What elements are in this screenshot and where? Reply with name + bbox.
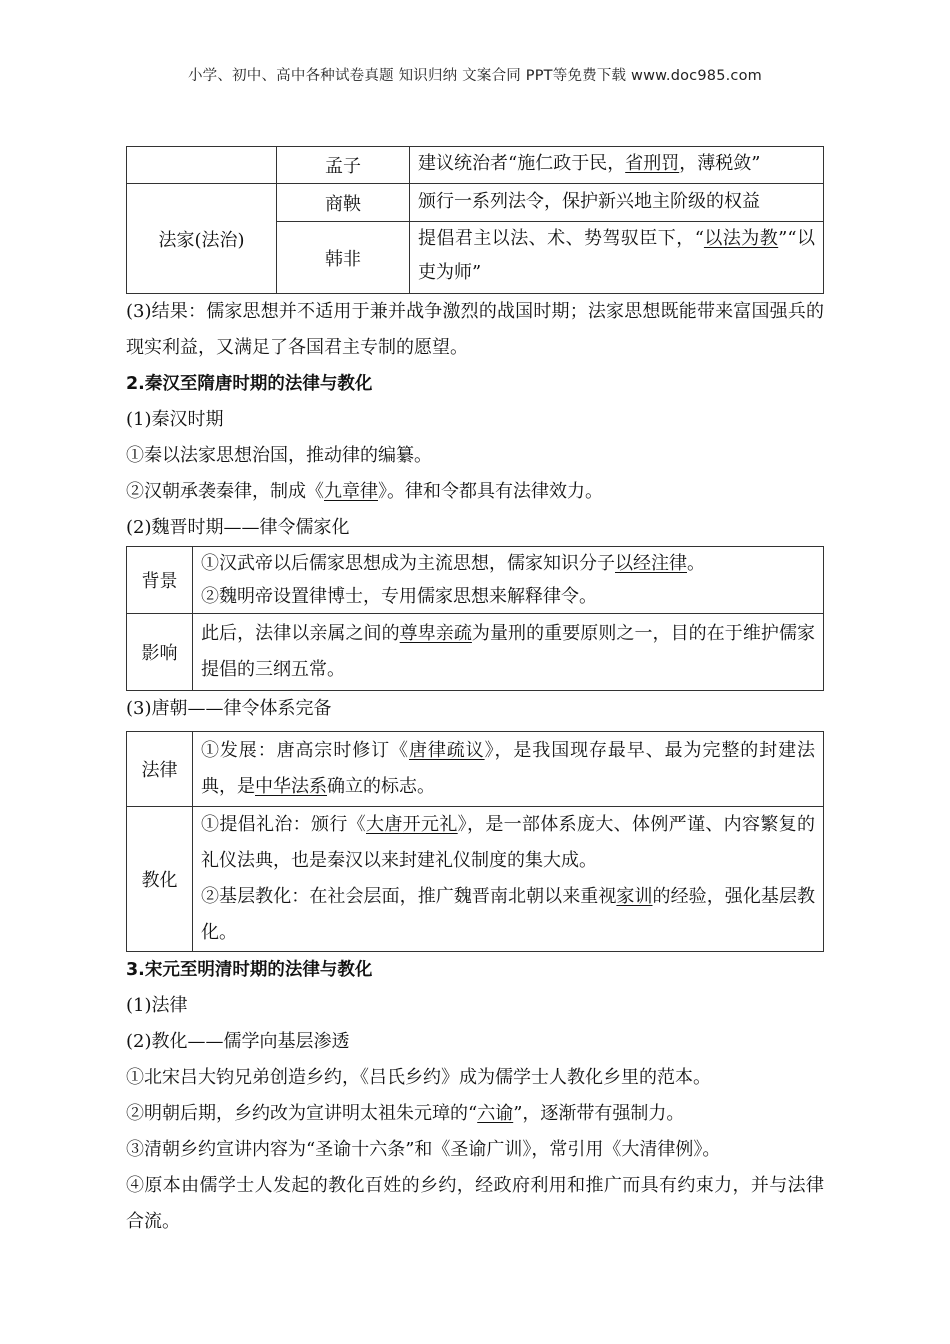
section-3-title: 3.宋元至明清时期的法律与教化 [126, 960, 373, 980]
school-cell-empty [127, 147, 277, 184]
s2-tang-heading: (3)唐朝——律令体系完备 [126, 698, 332, 719]
law-label: 法律 [127, 732, 193, 807]
s3-item-3: ③清朝乡约宣讲内容为“圣谕十六条”和《圣谕广训》，常引用《大清律例》。 [126, 1139, 721, 1160]
s2-wei-jin-heading: (2)魏晋时期——律令儒家化 [126, 517, 350, 538]
person-mengzi: 孟子 [277, 147, 410, 184]
page-header: 小学、初中、高中各种试卷真题 知识归纳 文案合同 PPT等免费下载 www.doc985.com [187, 68, 763, 84]
mengzi-text: 建议统治者“施仁政于民，省刑罚，薄税敛” [410, 147, 824, 184]
s3-law-heading: (1)法律 [126, 995, 188, 1016]
underlined-term: 九章律 [324, 481, 378, 502]
s3-item-1: ①北宋吕大钧兄弟创造乡约，《吕氏乡约》成为儒学士人教化乡里的范本。 [126, 1067, 711, 1088]
person-shangyang: 商鞅 [277, 184, 410, 222]
document-body [126, 146, 824, 1240]
background-content: ①汉武帝以后儒家思想成为主流思想，儒家知识分子以经注律。 ②魏明帝设置律博士，专用儒家思想来解释律令。 [193, 547, 824, 614]
s3-education-heading: (2)教化——儒学向基层渗透 [126, 1031, 350, 1052]
underlined-term: 大唐开元礼 [366, 814, 458, 835]
s3-item-2: ②明朝后期，乡约改为宣讲明太祖朱元璋的“六谕”，逐渐带有强制力。 [126, 1103, 685, 1124]
s2-item-han: ②汉朝承袭秦律，制成《九章律》。律和令都具有法律效力。 [126, 481, 603, 502]
underlined-term: 以经注律 [615, 553, 687, 574]
schools-table [126, 146, 824, 294]
underlined-term: 以法为教 [703, 228, 779, 249]
law-content: ①发展：唐高宗时修订《唐律疏议》，是我国现存最早、最为完整的封建法典，是中华法系确立的标志。 [193, 732, 824, 807]
background-label: 背景 [127, 547, 193, 614]
underlined-term: 省刑罚 [625, 153, 680, 174]
school-legalism: 法家(法治) [127, 184, 277, 294]
underlined-term: 尊卑亲疏 [399, 623, 472, 644]
s2-qin-han-heading: (1)秦汉时期 [126, 409, 224, 430]
person-hanfei: 韩非 [277, 222, 410, 294]
s2-item-qin: ①秦以法家思想治国，推动律的编纂。 [126, 445, 432, 466]
underlined-term: 六谕 [477, 1103, 514, 1124]
shangyang-text: 颁行一系列法令，保护新兴地主阶级的权益 [410, 184, 824, 222]
influence-label: 影响 [127, 614, 193, 691]
result-paragraph: (3)结果：儒家思想并不适用于兼并战争激烈的战国时期；法家思想既能带来富国强兵的现实利益，又满足了各国君主专制的愿望。 [126, 301, 824, 358]
education-content: ①提倡礼治：颁行《大唐开元礼》，是一部体系庞大、体例严谨、内容繁复的礼仪法典，也是秦汉以来封建礼仪制度的集大成。 ②基层教化：在社会层面，推广魏晋南北朝以来重视家训的经验，强化基层教化。 [193, 807, 824, 952]
wei-jin-table [126, 546, 824, 691]
section-2-title: 2.秦汉至隋唐时期的法律与教化 [126, 374, 373, 394]
underlined-term: 唐律疏议 [408, 740, 485, 761]
s3-item-4: ④原本由儒学士人发起的教化百姓的乡约，经政府利用和推广而具有约束力，并与法律合流。 [126, 1175, 824, 1232]
underlined-term: 中华法系 [255, 776, 327, 797]
tang-table [126, 731, 824, 952]
education-label: 教化 [127, 807, 193, 952]
underlined-term: 家训 [616, 886, 653, 907]
influence-content: 此后，法律以亲属之间的尊卑亲疏为量刑的重要原则之一，目的在于维护儒家提倡的三纲五常。 [193, 614, 824, 691]
hanfei-text: 提倡君主以法、术、势驾驭臣下，“以法为教”“以吏为师” [410, 222, 824, 294]
